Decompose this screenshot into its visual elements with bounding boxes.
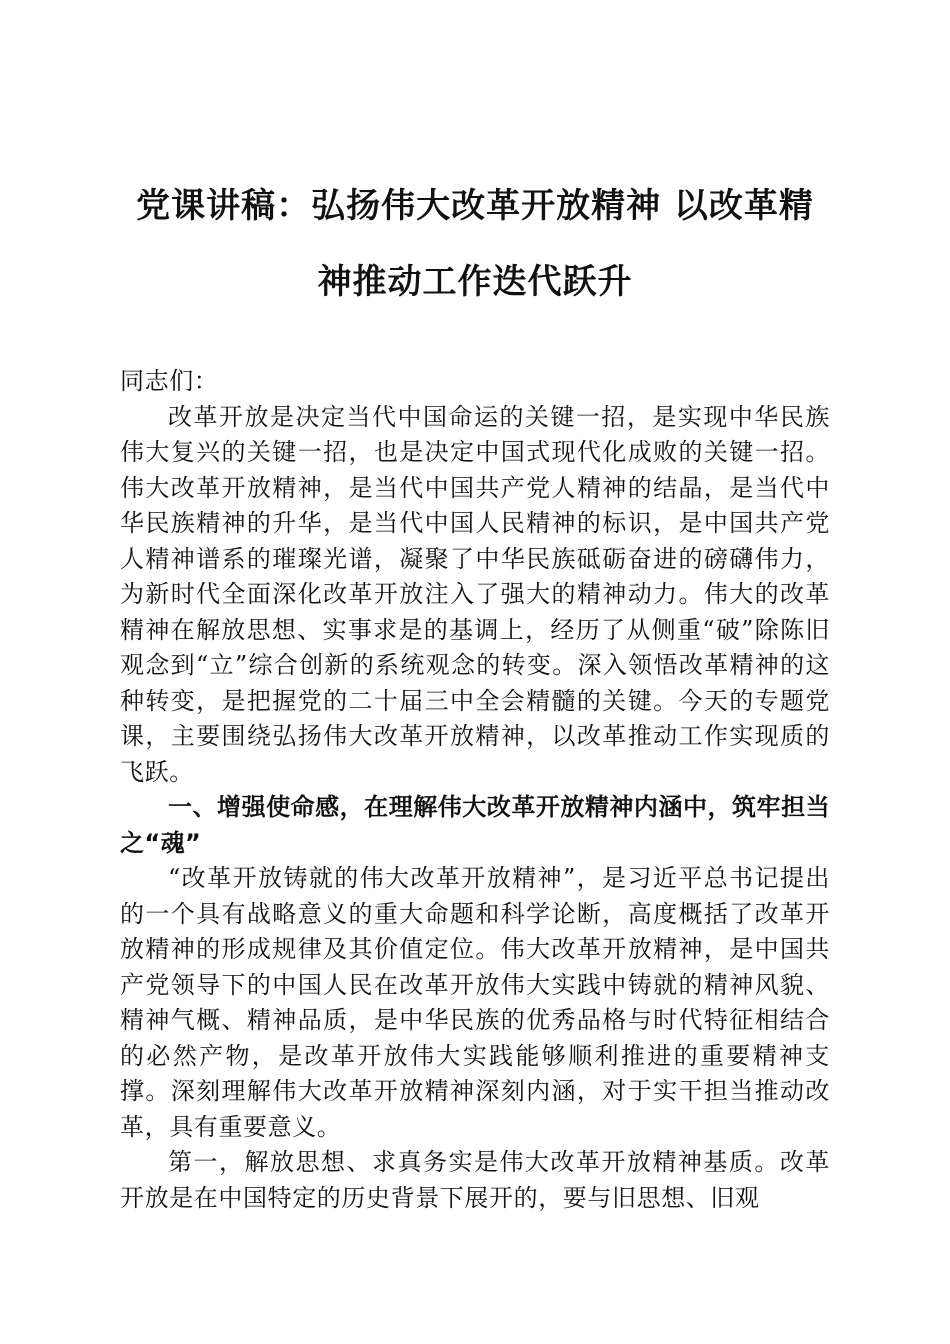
section-1-paragraph: “改革开放铸就的伟大改革开放精神”，是习近平总书记提出的一个具有战略意义的重大命题和科学论断，高度概括了改革开放精神的形成规律及其价值定位。伟大改革开放精神，是中国共产党领导下的中国人民在改革开放伟大实践中铸就的精神风貌、精神气概、精神品质，是中华民族的优秀品格与时代特征相结合的必然产物，是改革开放伟大实践能够顺利推进的重要精神支撑。深刻理解伟大改革开放精神深刻内涵，对于实干担当推动改革，具有重要意义。 [120,864,830,1141]
document-body [120,364,830,1216]
section-1-heading: 一、增强使命感，在理解伟大改革开放精神内涵中，筑牢担当之“魂” [120,793,830,857]
section-1-point-1: 第一，解放思想、求真务实是伟大改革开放精神基质。改革开放是在中国特定的历史背景下展开的，要与旧思想、旧观 [120,1148,830,1212]
document-title-line-2: 神推动工作迭代跃升 [317,262,633,302]
salutation: 同志们： [120,367,219,395]
document-title [110,168,840,320]
document-title-line-1: 党课讲稿：弘扬伟大改革开放精神 以改革精 [136,186,814,226]
intro-paragraph: 改革开放是决定当代中国命运的关键一招，是实现中华民族伟大复兴的关键一招，也是决定中国式现代化成败的关键一招。伟大改革开放精神，是当代中国共产党人精神的结晶，是当代中华民族精神的升华，是当代中国人民精神的标识，是中国共产党人精神谱系的璀璨光谱，凝聚了中华民族砥砺奋进的磅礴伟力，为新时代全面深化改革开放注入了强大的精神动力。伟大的改革精神在解放思想、实事求是的基调上，经历了从侧重“破”除陈旧观念到“立”综合创新的系统观念的转变。深入领悟改革精神的这种转变，是把握党的二十届三中全会精髓的关键。今天的专题党课，主要围绕弘扬伟大改革开放精神，以改革推动工作实现质的飞跃。 [120,402,830,786]
